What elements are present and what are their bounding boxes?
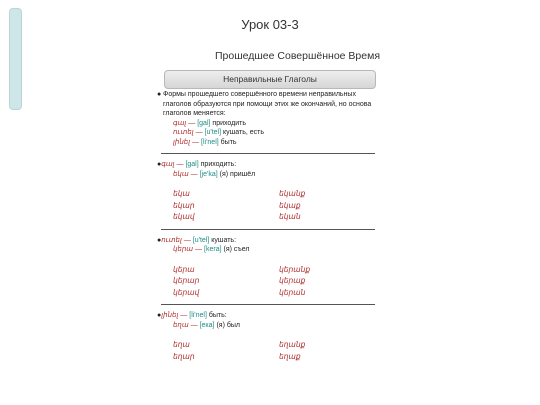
intro-bullet xyxy=(157,90,382,119)
conjugation-form: կերավ xyxy=(173,287,200,297)
conjugation-table xyxy=(157,264,382,299)
verb-section-linel xyxy=(157,311,382,362)
intro-text: Формы прошедшего совершённого времени неправильных глаголов образуются при помощи этих же окончаний, но основа глаголов меняется: xyxy=(163,91,372,117)
transcription: [li'nel] xyxy=(189,312,207,319)
conjugation-form: եկաք xyxy=(279,200,301,210)
translation: быть: xyxy=(208,312,227,319)
conjugation-table xyxy=(157,188,382,223)
conjugation-form: եկան xyxy=(279,212,301,221)
verb-example: եկա — [je'ka] (я) пришёл xyxy=(173,170,256,178)
conjugation-form: եղար xyxy=(173,351,195,361)
divider xyxy=(161,153,375,154)
conjugation-form: կերան xyxy=(279,287,306,297)
verb-example: եղա — [eка] (я) был xyxy=(173,321,240,329)
conjugation-form: եկավ xyxy=(173,212,195,221)
conjugation-form: կերա xyxy=(173,264,195,274)
translation: кушать: xyxy=(211,236,237,244)
transcription: [li'nel] xyxy=(201,138,219,146)
verb-example: կերա — [kera] (я) съел xyxy=(173,246,250,253)
transcription: [eка] xyxy=(199,321,215,329)
intro-verb: գալ — [gal] приходить xyxy=(173,119,247,127)
conjugation-form: կերաք xyxy=(279,276,306,285)
intro-verb: լինել — [li'nel] быть xyxy=(173,138,237,146)
conjugation-table xyxy=(157,339,382,362)
conjugation-form: կերար xyxy=(173,276,200,285)
conjugation-form: եկար xyxy=(173,200,195,210)
armenian-word: լինել xyxy=(161,312,179,319)
transcription: [gal] xyxy=(197,119,211,127)
transcription: [kera] xyxy=(204,246,222,253)
conjugation-form: եղաք xyxy=(279,351,301,361)
translation: (я) пришёл xyxy=(219,170,256,178)
translation: приходить: xyxy=(200,161,237,168)
transcription: [je'ka] xyxy=(199,170,218,178)
transcription: [u'tel] xyxy=(192,236,210,244)
conjugation-form: եղա xyxy=(173,340,190,349)
verb-section-utel xyxy=(157,236,382,299)
intro-verb-list xyxy=(157,119,382,148)
armenian-word: ուտել xyxy=(161,236,182,244)
conjugation-form: եկանք xyxy=(279,189,306,198)
divider xyxy=(161,304,375,305)
armenian-word: եղա xyxy=(173,321,189,329)
armenian-word: եկա xyxy=(173,170,189,178)
verb-header: ●ուտել — [u'tel] кушать: xyxy=(157,236,237,244)
armenian-word: կերա xyxy=(173,246,194,253)
transcription: [gal] xyxy=(185,161,199,168)
translation: (я) съел xyxy=(223,246,250,253)
divider xyxy=(161,229,375,230)
conjugation-form: կերանք xyxy=(279,264,311,274)
bullet-dot: ● xyxy=(157,91,162,98)
verb-header: ●լինել — [li'nel] быть: xyxy=(157,312,227,319)
translation: (я) был xyxy=(216,321,240,329)
topic-tab[interactable]: Неправильные Глаголы xyxy=(164,70,376,89)
conjugation-form: եղանք xyxy=(279,340,306,349)
section-title: Прошедшее Совершённое Время xyxy=(215,50,381,62)
translation: приходить xyxy=(212,119,247,127)
translation: быть xyxy=(220,138,237,146)
translation: кушать, есть xyxy=(223,129,264,136)
lesson-content xyxy=(157,90,382,362)
armenian-word: գալ xyxy=(161,161,175,168)
verb-header: ●գալ — [gal] приходить: xyxy=(157,161,237,168)
armenian-word: ուտել xyxy=(173,129,194,136)
transcription: [u'tel] xyxy=(204,129,222,136)
lesson-title: Урок 03-3 xyxy=(241,17,299,32)
conjugation-form: եկա xyxy=(173,189,190,198)
armenian-word: գալ xyxy=(173,119,187,127)
intro-verb: ուտել — [u'tel] кушать, есть xyxy=(173,129,264,136)
verb-section-gal xyxy=(157,160,382,223)
armenian-word: լինել xyxy=(173,138,191,146)
